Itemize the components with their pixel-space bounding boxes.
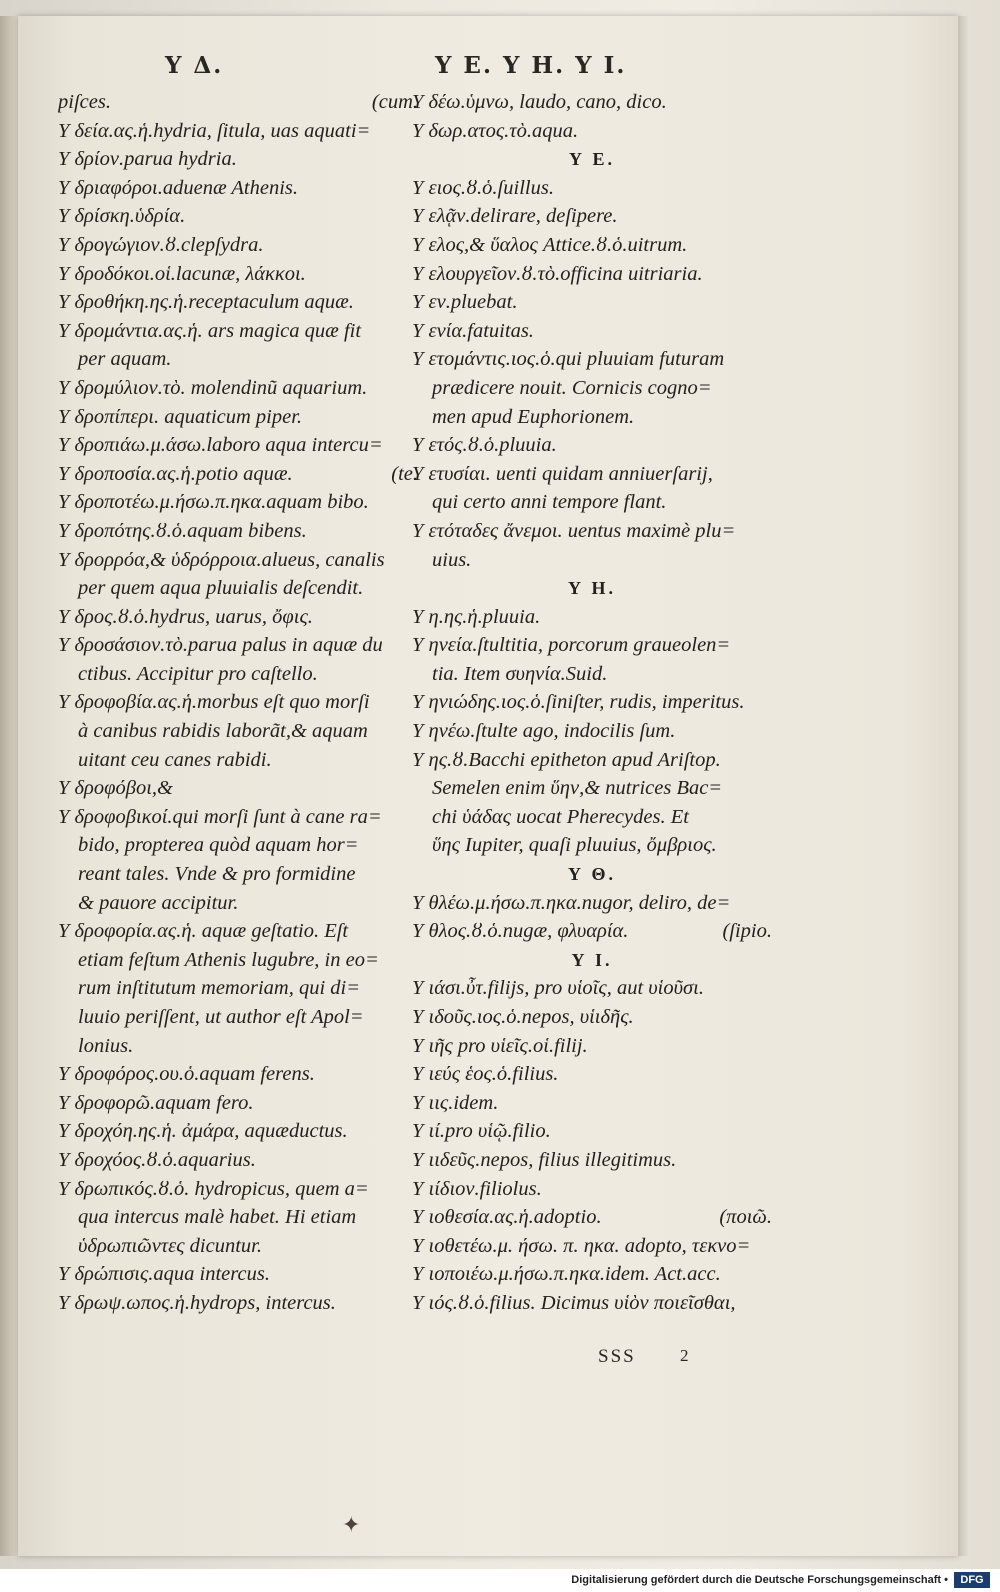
section-heading: Υ Ι. bbox=[571, 949, 613, 970]
entry-line: Υ ετομάντις.ιος.ὁ.qui pluuiam futuram bbox=[412, 348, 725, 371]
entry-line: Υ δροφόβοι,& bbox=[58, 777, 173, 800]
entry-line: Υ ελᾷν.delirare, deſipere. bbox=[412, 205, 618, 228]
section-heading: Υ Θ. bbox=[568, 864, 616, 885]
entry-line: Υ ης.ȣ.Bacchi epitheton apud Ariſtop. bbox=[412, 748, 721, 771]
continuation-line: uius. bbox=[432, 548, 472, 571]
continuation-line: lonius. bbox=[78, 1034, 134, 1057]
continuation-line: ctibus. Accipitur pro caſtello. bbox=[78, 662, 318, 685]
entry-line: Υ ελος,& ὕαλος Attice.ȣ.ὁ.uitrum. bbox=[412, 233, 688, 256]
entry-line: Υ θλέω.μ.ήσω.π.ηκα.nugor, deliro, de= bbox=[412, 891, 731, 914]
left-column bbox=[58, 88, 418, 1318]
entry-line: Υ ιδοῦς.ιος.ὁ.nepos, υἱιδῆς. bbox=[412, 1006, 634, 1028]
continuation-line: etiam feſtum Athenis lugubre, in eo= bbox=[78, 948, 379, 971]
entry-line: Υ δροφοβία.ας.ἡ.morbus eſt quo morſi bbox=[58, 691, 370, 714]
continuation-line: per aquam. bbox=[78, 348, 172, 371]
entry-line: Υ δροφορία.ας.ἡ. aquæ geſtatio. Eſt bbox=[58, 920, 349, 943]
continuation-line: reant tales. Vnde & pro formidine bbox=[78, 863, 356, 886]
entry-line: Υ δωρ.ατος.τὸ.aqua. bbox=[412, 119, 579, 142]
entry-line: Υ δροφόρος.ου.ὁ.aquam ferens. bbox=[58, 1063, 315, 1086]
continuation-line: uitant ceu canes rabidi. bbox=[78, 748, 272, 771]
entry-line: Υ ιί.pro υἱῷ.filio. bbox=[412, 1120, 551, 1143]
entry-line: Υ ιῆς pro υἱεῖς.οἱ.filij. bbox=[412, 1034, 588, 1057]
entry-line: Υ δροπιάω.μ.άσω.laboro aqua intercu= bbox=[58, 434, 383, 457]
entry-line: Υ ενία.fatuitas. bbox=[412, 319, 534, 342]
entry-line: Υ ηνεία.ſtultitia, porcorum graueolen= bbox=[412, 634, 731, 657]
section-heading: Υ Η. bbox=[568, 578, 616, 599]
entry-line: Υ δρορρόα,& ὑδρόρροια.alueus, canalis bbox=[58, 548, 385, 571]
entry-text: piſces. bbox=[58, 91, 111, 113]
entry-line: Υ δρωψ.ωπος.ἡ.hydrops, intercus. bbox=[58, 1291, 336, 1314]
continuation-line: & pauore accipitur. bbox=[78, 891, 239, 914]
carryover-text: (ſipio. bbox=[722, 920, 772, 943]
entry-line: Υ δροθήκη.ης.ἡ.receptaculum aquæ. bbox=[58, 291, 354, 314]
entry-line: Υ δροδόκοι.οἱ.lacunæ, λάκκοι. bbox=[58, 262, 306, 285]
entry-line: Υ ετυσίαι. uenti quidam anniuerſarij, bbox=[412, 462, 713, 485]
entry-line: Υ δρομύλιον.τὸ. molendinũ aquarium. bbox=[58, 376, 368, 399]
running-head-right: Υ Ε. Υ Η. Υ Ι. bbox=[435, 52, 627, 79]
entry-line: Υ ηνέω.ſtulte ago, indocilis ſum. bbox=[412, 720, 676, 743]
signature-mark: SSS bbox=[598, 1346, 636, 1367]
continuation-line: chi ὑάδας uocat Pherecydes. Et bbox=[432, 805, 689, 828]
book-binding bbox=[0, 16, 16, 1556]
entry-line: Υ ιεύς ἑος.ὁ.filius. bbox=[412, 1063, 559, 1086]
entry-line: Υ ηνιώδης.ιος.ὁ.ſiniſter, rudis, imperitus. bbox=[412, 691, 745, 714]
entry-line: Υ δρομάντια.ας.ἡ. ars magica quæ fit bbox=[58, 319, 362, 342]
continuation-line: qui certo anni tempore flant. bbox=[432, 491, 667, 514]
entry-line: Υ δρίον.parua hydria. bbox=[58, 148, 237, 171]
continuation-line: à canibus rabidis laborãt,& aquam bbox=[78, 720, 368, 743]
page-number: 2 bbox=[680, 1346, 689, 1365]
entry-line: Υ δροχόος.ȣ.ὁ.aquarius. bbox=[58, 1148, 256, 1171]
entry-line: Υ ιοθετέω.μ. ήσω. π. ηκα. adopto, τεκνο= bbox=[412, 1234, 751, 1257]
continuation-line: prædicere nouit. Cornicis cogno= bbox=[432, 376, 712, 399]
entry-line: Υ ιις.idem. bbox=[412, 1091, 499, 1114]
entry-line bbox=[412, 1203, 772, 1232]
entry-line: Υ η.ης.ἡ.pluuia. bbox=[412, 605, 541, 628]
entry-line: Υ ιός.ȣ.ὁ.filius. Dicimus υἱὸν ποιεῖσθαι, bbox=[412, 1291, 736, 1314]
entry-line: Υ ετόταδες ἄνεμοι. uentus maximè plu= bbox=[412, 519, 736, 542]
footer-credit: Digitalisierung gefördert durch die Deutsche Forschungsgemeinschaft • bbox=[571, 1574, 948, 1586]
entry-line bbox=[58, 88, 418, 117]
fleuron-ornament: ✦ bbox=[342, 1513, 361, 1538]
section-heading: Υ Ε. bbox=[568, 149, 615, 170]
continuation-line: Semelen enim ὕην,& nutrices Bac= bbox=[432, 777, 723, 800]
entry-line: Υ ιάσι.ὖτ.filijs, pro υἱοῖς, aut υἱοῦσι. bbox=[412, 977, 704, 1000]
entry-line: Υ δρώπισις.aqua intercus. bbox=[58, 1263, 270, 1286]
entry-line: Υ δέω.ὑμνω, laudo, cano, dico. bbox=[412, 91, 667, 113]
carryover-text: (ποιῶ. bbox=[719, 1206, 772, 1229]
entry-line bbox=[412, 917, 772, 946]
entry-line: Υ δρος.ȣ.ὁ.hydrus, uarus, ὄφις. bbox=[58, 605, 313, 628]
entry-line: Υ ιοποιέω.μ.ήσω.π.ηκα.idem. Act.acc. bbox=[412, 1263, 721, 1286]
entry-line: Υ δροσάσιον.τὸ.parua palus in aquæ du bbox=[58, 634, 383, 657]
continuation-line: men apud Euphorionem. bbox=[432, 405, 635, 428]
carryover-text: (cum. bbox=[371, 91, 418, 113]
entry-line: Υ δρωπικός.ȣ.ὁ. hydropicus, quem a= bbox=[58, 1177, 369, 1200]
continuation-line: tia. Item συηνία.Suid. bbox=[432, 662, 608, 685]
entry-line: Υ εν.pluebat. bbox=[412, 291, 518, 314]
continuation-line: rum inſtitutum memoriam, qui di= bbox=[78, 977, 361, 1000]
entry-line: Υ ετός.ȣ.ὁ.pluuia. bbox=[412, 434, 557, 457]
continuation-line: bido, propterea quòd aquam hor= bbox=[78, 834, 359, 857]
carryover-text: (te. bbox=[391, 462, 418, 485]
continuation-line: qua intercus malè habet. Hi etiam bbox=[78, 1206, 357, 1229]
entry-line: Υ ελουργεῖον.ȣ.τὸ.officina uitriaria. bbox=[412, 262, 703, 285]
entry-line: Υ δροχόη.ης.ἡ. ἀμάρα, aquæductus. bbox=[58, 1120, 348, 1143]
entry-line: Υ δροφορῶ.aquam fero. bbox=[58, 1091, 254, 1114]
entry-line: Υ ιίδιον.filiolus. bbox=[412, 1177, 542, 1200]
dfg-logo: DFG bbox=[954, 1572, 990, 1588]
entry-line: Υ δροπότης.ȣ.ὁ.aquam bibens. bbox=[58, 519, 307, 542]
entry-line: Υ δριαφόροι.aduenæ Athenis. bbox=[58, 176, 298, 199]
entry-line: Υ δροφοβικοί.qui morſi ſunt à cane ra= bbox=[58, 805, 382, 828]
continuation-line: ὕης Iupiter, quaſi pluuius, ὄμβριος. bbox=[432, 834, 717, 857]
entry-text: Υ ιοθεσία.ας.ἡ.adoptio. bbox=[412, 1206, 602, 1229]
page-edge bbox=[958, 16, 968, 1556]
entry-line: Υ δρίσκη.ὑδρία. bbox=[58, 205, 186, 228]
continuation-line: luuio periſſent, ut author eſt Apol= bbox=[78, 1006, 364, 1028]
entry-line: Υ δεία.ας.ἡ.hydria, ſitula, uas aquati= bbox=[58, 119, 371, 142]
running-head-left: Υ Δ. bbox=[165, 52, 224, 79]
entry-line: Υ δροποτέω.μ.ήσω.π.ηκα.aquam bibo. bbox=[58, 491, 369, 514]
continuation-line: per quem aqua pluuialis deſcendit. bbox=[78, 577, 364, 600]
entry-line: Υ ειος.ȣ.ὁ.ſuillus. bbox=[412, 176, 554, 199]
right-column bbox=[412, 88, 772, 1318]
entry-line bbox=[58, 460, 418, 489]
entry-line: Υ δροπίπερι. aquaticum piper. bbox=[58, 405, 303, 428]
entry-line: Υ δρογώγιον.ȣ.clepſydra. bbox=[58, 233, 264, 256]
continuation-line: ὑδρωπιῶντες dicuntur. bbox=[78, 1234, 262, 1257]
entry-line: Υ ιιδεῦς.nepos, filius illegitimus. bbox=[412, 1148, 677, 1171]
entry-text: Υ δροποσία.ας.ἡ.potio aquæ. bbox=[58, 462, 293, 485]
entry-text: Υ θλος.ȣ.ὁ.nugæ, φλυαρία. bbox=[412, 920, 629, 943]
